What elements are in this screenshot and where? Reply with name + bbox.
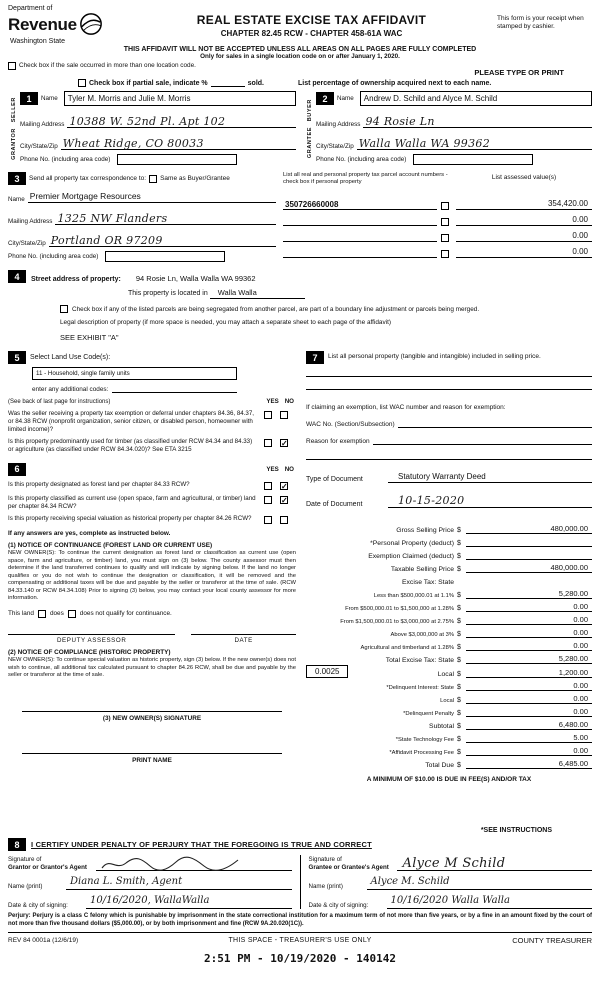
assessed-value[interactable]: 0.00 [456, 215, 592, 226]
seller-csz-label: City/State/Zip [20, 143, 58, 150]
parcel-header-label: List all real and personal property tax parcel account numbers - check box if personal property [283, 172, 448, 186]
s3-phone-field[interactable] [105, 251, 225, 262]
money-label: *State Technology Fee [395, 737, 454, 743]
money-row: Local $ 0.00 [306, 692, 592, 704]
single-location-note: Only for sales in a single location code on or after January 1, 2020. [200, 53, 400, 60]
located-in-label: This property is located in [128, 290, 208, 297]
buyer-role-label: BUYER GRANTEE [307, 98, 313, 159]
money-value[interactable] [466, 550, 592, 560]
same-as-buyer-checkbox[interactable] [149, 175, 157, 183]
receipt-note: This form is your receipt when stamped by cashier. [497, 15, 584, 31]
please-type-label: PLEASE TYPE OR PRINT [474, 68, 564, 77]
land-use-code-field[interactable]: 11 - Household, single family units [32, 367, 237, 380]
assessed-value[interactable]: 0.00 [456, 247, 592, 258]
money-label: Excise Tax: State [401, 579, 454, 586]
new-owner-signature-line[interactable] [22, 700, 282, 712]
form-title: REAL ESTATE EXCISE TAX AFFIDAVIT [196, 13, 427, 27]
buyer-name-field[interactable]: Andrew D. Schild and Alyce M. Schild [360, 91, 592, 106]
money-value[interactable]: 0.00 [466, 628, 592, 638]
grantor-date-city-field[interactable]: 10/16/2020, WallaWalla [86, 896, 292, 909]
s6-q1-no-checkbox[interactable]: ✓ [281, 481, 288, 491]
section6-number-box: 6 [8, 463, 26, 476]
section4-property [8, 270, 592, 342]
land-does-checkbox[interactable] [38, 610, 46, 618]
parcel-row [283, 199, 449, 210]
s3-mailing-field[interactable]: 1325 NW Flanders [55, 213, 276, 225]
partial-sale-percent-field[interactable] [211, 79, 245, 87]
send-correspondence-label: Send all property tax correspondence to: [29, 175, 147, 182]
money-label: Local [440, 698, 454, 704]
section3-number-box: 3 [8, 172, 26, 185]
money-row: Above $3,000,000 at 3% $ 0.00 [306, 626, 592, 638]
minimum-due-note: A MINIMUM OF $10.00 IS DUE IN FEE(S) AND/OR TAX [366, 776, 532, 783]
money-value[interactable]: 1,200.00 [466, 668, 592, 678]
money-label: Subtotal [429, 723, 454, 730]
see-back-note: (See back of last page for instructions) [8, 399, 111, 405]
seller-mailing-field[interactable]: 10388 W. 52nd Pl. Apt 102 [67, 116, 296, 128]
legal-description-label: Legal description of property (if more space is needed, you may attach a separate sheet to each page of the affidavit) [60, 319, 391, 326]
seller-section [8, 91, 296, 166]
money-label: Gross Selling Price [396, 527, 454, 534]
notice2-title: (2) NOTICE OF COMPLIANCE (HISTORIC PROPERTY) [8, 648, 171, 656]
washington-state-label: Washington State [10, 38, 65, 45]
does-not-label: does not qualify for continuance. [79, 610, 172, 618]
no-column-label: NO [284, 465, 294, 473]
land-does-not-checkbox[interactable] [68, 610, 76, 618]
segregated-checkbox[interactable] [60, 305, 68, 313]
form-header [8, 5, 592, 45]
money-row: Taxable Selling Price $ 480,000.00 [306, 561, 592, 573]
s6-q3-no-checkbox[interactable] [280, 516, 288, 524]
money-label: Agricultural and timberland at 1.28% [360, 645, 454, 651]
money-value[interactable] [466, 537, 592, 547]
see-instructions-note: *SEE INSTRUCTIONS [480, 827, 552, 834]
buyer-mailing-field[interactable]: 94 Rosie Ln [363, 116, 592, 128]
name-print-label: Name (print) [308, 883, 343, 890]
this-land-label: This land [8, 610, 34, 618]
money-value[interactable]: 480,000.00 [466, 524, 592, 534]
form-footer [8, 936, 592, 945]
money-row: Subtotal $ 6,480.00 [306, 718, 592, 730]
money-row: Total Excise Tax: State $ 5,280.00 [306, 652, 592, 664]
receipt-timestamp: 2:51 PM - 10/19/2020 - 140142 [203, 951, 397, 965]
perjury-text: Perjury: Perjury is a class C felony which is punishable by imprisonment in the state correctional institution for a maximum term of not more than five years, or by a fine in an amount fixed by the court of not more than five thousand dollars ($5,000.00), or by both imprisonment and fine (RCW 9A.20.020(1C)). [8, 913, 592, 933]
s3-csz-label: City/State/Zip [8, 240, 46, 247]
personal-property-field[interactable] [306, 364, 592, 377]
land-use-title: Select Land Use Code(s): [30, 354, 111, 361]
excise-tax-table [306, 522, 592, 769]
money-value[interactable]: 0.00 [466, 694, 592, 704]
money-value[interactable]: 5,280.00 [466, 654, 592, 664]
buyer-phone-label: Phone No. (including area code) [316, 156, 407, 163]
seller-number-box: 1 [20, 92, 38, 105]
completion-warning: THIS AFFIDAVIT WILL NOT BE ACCEPTED UNLESS ALL AREAS ON ALL PAGES ARE FULLY COMPLETED [123, 46, 477, 53]
partial-sale-label: Check box if partial sale, indicate % [89, 80, 208, 87]
money-value[interactable]: 0.00 [466, 681, 592, 691]
form-chapter: CHAPTER 82.45 RCW - CHAPTER 458-61A WAC [220, 29, 403, 38]
s6-question2-text: Is this property classified as current use (open space, farm and agricultural, or timber) land per chapter 84.34 RCW? [8, 494, 256, 510]
section4-number-box: 4 [8, 270, 26, 283]
buyer-name-label: Name [337, 95, 354, 102]
money-label: Local [437, 671, 454, 678]
money-value[interactable]: 0.00 [466, 707, 592, 717]
money-label: *Affidavit Processing Fee [389, 750, 454, 756]
money-row: Agricultural and timberland at 1.28% $ 0.00 [306, 639, 592, 651]
section8-certification [8, 838, 592, 909]
section5-land-use [8, 351, 296, 454]
date-line[interactable] [191, 634, 296, 635]
notice2-body: NEW OWNER(S): To continue special valuation as historic property, sign (3) below. If the new owner(s) does not wish to continue, all additional tax calculated pursuant to chapter 84.26 RCW, shall be due and payable by the seller or transferor at the time of sale. [8, 656, 296, 679]
money-value[interactable]: 6,485.00 [466, 759, 592, 769]
name-print-label: Name (print) [8, 883, 43, 890]
print-name-label: PRINT NAME [132, 756, 172, 764]
dept-of-label: Department of [8, 5, 53, 12]
does-label: does [49, 610, 64, 618]
located-in-field[interactable]: Walla Walla [210, 288, 305, 299]
notice1-title: (1) NOTICE OF CONTINUANCE (FOREST LAND OR CURRENT USE) [8, 542, 213, 550]
money-value[interactable]: 480,000.00 [466, 563, 592, 573]
yes-column-label: YES [266, 398, 279, 405]
parcel-row [283, 215, 449, 226]
buyer-csz-field[interactable]: Walla Walla WA 99362 [357, 138, 592, 150]
s5-q1-no-checkbox[interactable] [280, 411, 288, 419]
certify-statement: I CERTIFY UNDER PENALTY OF PERJURY THAT THE FOREGOING IS TRUE AND CORRECT [31, 840, 372, 849]
seller-name-field[interactable]: Tyler M. Morris and Julie M. Morris [64, 91, 296, 106]
money-value[interactable]: 0.00 [466, 641, 592, 651]
s3-mailing-label: Mailing Address [8, 218, 53, 225]
money-label: Exemption Claimed (deduct) [368, 553, 454, 560]
revenue-wordmark: Revenue [8, 15, 77, 34]
section7-tax [306, 351, 592, 834]
section6-designation [8, 463, 296, 764]
parcel-number-field[interactable] [283, 248, 437, 258]
parcel3-personal-checkbox[interactable] [441, 234, 449, 242]
ownership-note: List percentage of ownership acquired next to each name. [298, 80, 492, 87]
money-value[interactable]: 5,280.00 [466, 589, 592, 599]
s5-question2-text: Is this property predominantly used for timber (as classified under RCW 84.34 and 84.33) or agriculture (as classified under RCW 84.34.020)? See ETA 3215 [8, 438, 253, 453]
money-row: *Personal Property (deduct) $ [306, 535, 592, 547]
no-column-label: NO [284, 398, 294, 405]
money-label: Less than $500,000.01 at 1.1% [373, 593, 454, 599]
date-label: DATE [234, 636, 253, 644]
local-rate-box[interactable]: 0.0025 [306, 665, 348, 678]
s3-name-field[interactable]: Premier Mortgage Resources [28, 191, 276, 203]
parcel-number-field[interactable] [283, 232, 437, 242]
s5-q2-no-checkbox[interactable]: ✓ [281, 439, 288, 449]
reason-field[interactable] [373, 436, 592, 445]
seller-phone-field[interactable] [117, 154, 237, 165]
money-value[interactable]: 0.00 [466, 615, 592, 625]
money-value[interactable]: 0.00 [466, 746, 592, 756]
money-value[interactable]: 6,480.00 [466, 720, 592, 730]
print-name-line[interactable] [22, 742, 282, 754]
grantor-signature-icon [100, 856, 250, 872]
money-label: *Delinquent Interest: State [386, 685, 454, 691]
money-label: Above $3,000,000 at 3% [390, 632, 454, 638]
s6-q2-no-checkbox[interactable]: ✓ [281, 495, 288, 505]
parcel-row [283, 231, 449, 242]
grantor-signature-label: Signature of Grantor or Grantor's Agent [8, 856, 87, 871]
parcel4-personal-checkbox[interactable] [441, 250, 449, 258]
money-row: 0.0025 Local $ 1,200.00 [306, 665, 592, 678]
money-label: From $1,500,000.01 to $3,000,000 at 2.75% [340, 619, 454, 625]
s6-question3-text: Is this property receiving special valuation as historical property per chapter 84.26 RCW? [8, 515, 252, 523]
parcel-number-field[interactable]: 350726660008 [283, 200, 437, 210]
assessed-value[interactable]: 354,420.00 [456, 199, 592, 210]
money-row: Less than $500,000.01 at 1.1% $ 5,280.00 [306, 587, 592, 599]
parcel-row [283, 247, 449, 258]
money-row: From $1,500,000.01 to $3,000,000 at 2.75% $ 0.00 [306, 613, 592, 625]
money-label: Taxable Selling Price [390, 566, 454, 573]
if-yes-note: If any answers are yes, complete as instructed below. [8, 530, 171, 538]
s6-q1-yes-checkbox[interactable] [264, 482, 272, 490]
reason-field[interactable] [306, 447, 592, 460]
s3-csz-field[interactable]: Portland OR 97209 [49, 235, 276, 247]
parcel1-personal-checkbox[interactable] [441, 202, 449, 210]
money-row: Total Due $ 6,485.00 [306, 757, 592, 769]
money-row [306, 574, 592, 586]
partial-sale-checkbox[interactable] [78, 79, 86, 87]
money-label: *Personal Property (deduct) [370, 540, 454, 547]
grantee-name-field[interactable]: Alyce M. Schild [367, 877, 593, 890]
date-city-label: Date & city of signing: [8, 902, 68, 909]
s5-q1-yes-checkbox[interactable] [264, 411, 272, 419]
street-address-field[interactable]: 94 Rosie Ln, Walla Walla WA 99362 [135, 274, 256, 283]
treasurer-space-label: THIS SPACE - TREASURER'S USE ONLY [228, 936, 372, 944]
seller-mailing-label: Mailing Address [20, 121, 65, 128]
additional-codes-field[interactable] [112, 385, 237, 393]
grantee-signature-field[interactable]: Alyce M Schild [397, 855, 593, 871]
notice1-body: NEW OWNER(S): To continue the current designation as forest land or classification as current use (open space, farm and agriculture, or timber) land, you must sign on (3) below. The county assessor must then determine if the land transferred continues to qualify and will indicate by signing below. If the land no longer qualifies or you do not wish to continue the designation or classification, it will be removed and the compensating or additional taxes will be due and payable by the seller or transferor at the time of sale. (RCW 84.33.140 or RCW 84.34.108) Prior to signing (3) below, you may contact your local county assessor for more information. [8, 550, 296, 602]
date-city-label: Date & city of signing: [308, 902, 369, 909]
buyer-number-box: 2 [316, 92, 334, 105]
s5-q2-yes-checkbox[interactable] [264, 439, 272, 447]
buyer-mailing-label: Mailing Address [316, 121, 361, 128]
revenue-logo [8, 5, 126, 45]
doc-type-label: Type of Document [306, 476, 363, 483]
wac-field[interactable] [398, 419, 592, 428]
revenue-logo-icon [79, 12, 103, 38]
segregated-label: Check box if any of the listed parcels are being segregated from another parcel, are part of a boundary line adjustment or parcels being merged. [72, 305, 480, 313]
money-row: *Delinquent Interest: State $ 0.00 [306, 679, 592, 691]
personal-property-label: List all personal property (tangible and intangible) included in selling price. [328, 353, 541, 360]
money-row: From $500,000.01 to $1,500,000 at 1.28% $ 0.00 [306, 600, 592, 612]
street-address-label: Street address of property: [31, 276, 121, 283]
section7-number-box: 7 [306, 351, 324, 364]
money-label: Total Due [425, 762, 454, 769]
grantee-date-city-field[interactable]: 10/16/2020 Walla Walla [387, 896, 593, 909]
reason-label: Reason for exemption [306, 438, 370, 445]
money-row: *State Technology Fee $ 5.00 [306, 731, 592, 743]
multi-location-label: Check box if the sale occurred in more than one location code. [19, 62, 196, 69]
wac-label: WAC No. (Section/Subsection) [306, 421, 395, 428]
grantor-name-field[interactable]: Diana L. Smith, Agent [66, 877, 292, 890]
county-treasurer-label: COUNTY TREASURER [512, 935, 592, 945]
yes-column-label: YES [266, 465, 279, 473]
assessed-header-label: List assessed value(s) [491, 174, 557, 181]
s6-q3-yes-checkbox[interactable] [264, 516, 272, 524]
s3-name-label: Name [8, 196, 25, 203]
money-row: Exemption Claimed (deduct) $ [306, 548, 592, 560]
s5-question1-text: Was the seller receiving a property tax exemption or deferral under chapters 84.36, 84.37, or 84.38 RCW (nonprofit organization, senior citizen, or disabled person, homeowner with limited income)? [8, 410, 255, 433]
money-label: *Delinquent Penalty [403, 711, 454, 717]
section5-number-box: 5 [8, 351, 26, 364]
doc-date-label: Date of Document [306, 501, 363, 508]
money-value[interactable]: 5.00 [466, 733, 592, 743]
grantee-signature-label: Signature of Grantee or Grantee's Agent [308, 856, 389, 871]
section8-number-box: 8 [8, 838, 26, 851]
parcel2-personal-checkbox[interactable] [441, 218, 449, 226]
multi-location-checkbox[interactable] [8, 62, 16, 70]
money-row: *Delinquent Penalty $ 0.00 [306, 705, 592, 717]
money-label: From $500,000.01 to $1,500,000 at 1.28% [345, 606, 454, 612]
buyer-csz-label: City/State/Zip [316, 143, 354, 150]
doc-date-field[interactable]: 10-15-2020 [388, 495, 592, 508]
partial-sale-sold-label: sold. [247, 80, 264, 87]
deputy-assessor-label: DEPUTY ASSESSOR [56, 636, 127, 644]
additional-codes-label: enter any additional codes: [32, 386, 109, 393]
grantor-signature-field[interactable] [96, 855, 292, 871]
s6-q2-yes-checkbox[interactable] [264, 496, 272, 504]
money-row: *Affidavit Processing Fee $ 0.00 [306, 744, 592, 756]
s6-question1-text: Is this property designated as forest land per chapter 84.33 RCW? [8, 480, 190, 488]
buyer-phone-field[interactable] [413, 154, 533, 165]
doc-type-field[interactable]: Statutory Warranty Deed [388, 472, 592, 483]
assessed-value[interactable]: 0.00 [456, 231, 592, 242]
seller-role-label: SELLER GRANTOR [11, 96, 17, 161]
legal-description-value: SEE EXHIBIT "A" [60, 333, 119, 342]
parcel-number-field[interactable] [283, 216, 437, 226]
same-as-buyer-label: Same as Buyer/Grantee [160, 175, 230, 182]
buyer-section [304, 91, 592, 166]
money-label: Total Excise Tax: State [385, 657, 454, 664]
s3-phone-label: Phone No. (including area code) [8, 253, 99, 260]
form-number: REV 84 0001a (12/6/19) [8, 936, 79, 944]
deputy-assessor-line[interactable] [8, 634, 175, 635]
exemption-intro: If claiming an exemption, list WAC number and reason for exemption: [306, 404, 506, 411]
money-row: Gross Selling Price $ 480,000.00 [306, 522, 592, 534]
seller-csz-field[interactable]: Wheat Ridge, CO 80033 [61, 138, 296, 150]
seller-phone-label: Phone No. (including area code) [20, 156, 111, 163]
seller-name-label: Name [41, 95, 58, 102]
money-value[interactable]: 0.00 [466, 602, 592, 612]
new-owner-signature-label: (3) NEW OWNER(S) SIGNATURE [102, 714, 202, 722]
personal-property-field[interactable] [306, 377, 592, 390]
section3-correspondence [8, 172, 592, 263]
